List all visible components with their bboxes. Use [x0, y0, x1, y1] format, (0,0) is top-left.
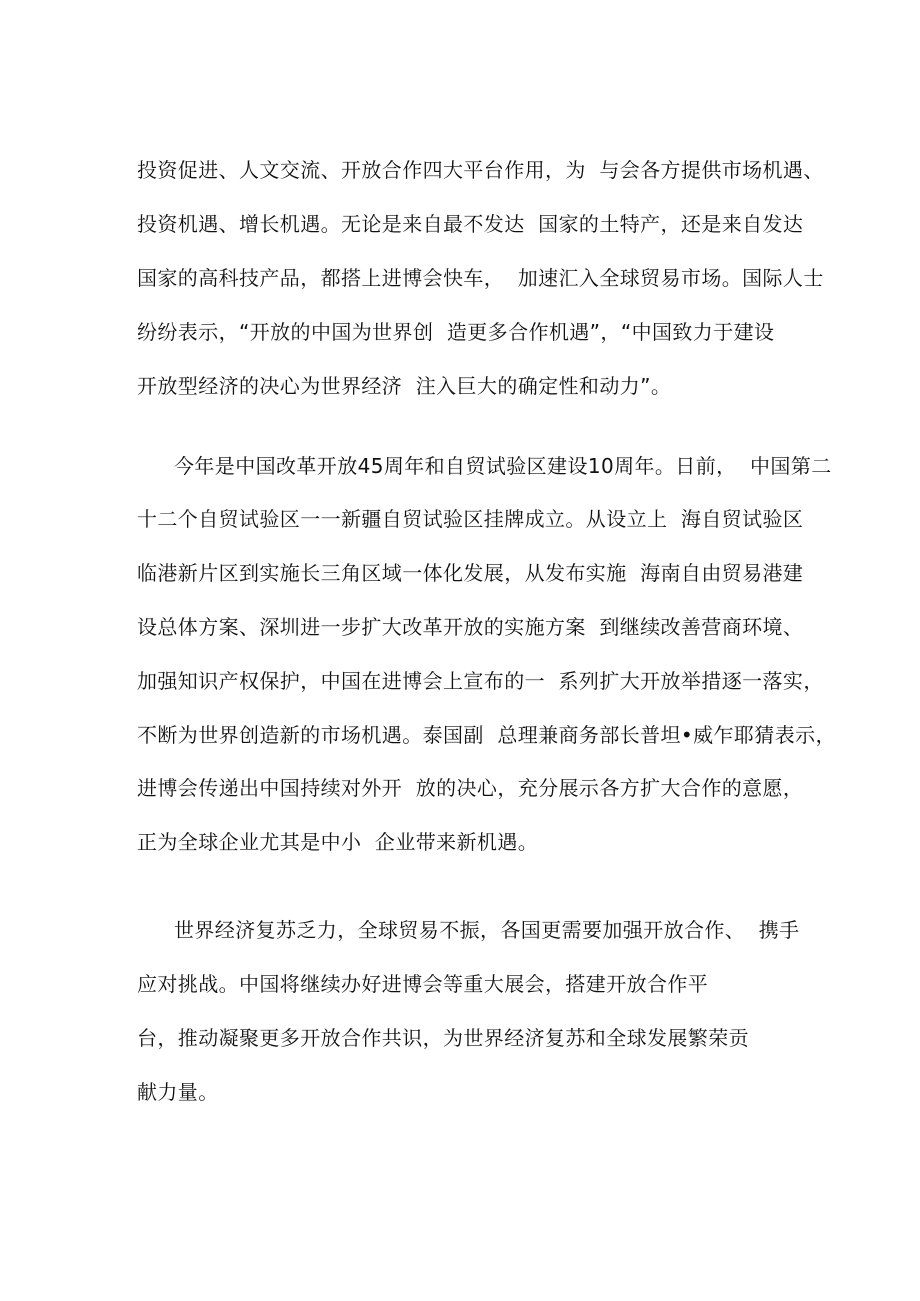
paragraph-line: 进博会传递出中国持续对外开 放的决心，充分展示各方扩大合作的意愿，	[137, 776, 804, 800]
paragraph-line: 世界经济复苏乏力，全球贸易不振，各国更需要加强开放合作、 携手	[174, 918, 800, 942]
paragraph-line: 国家的高科技产品，都搭上进博会快车， 加速汇入全球贸易市场。国际人士	[137, 266, 824, 290]
paragraph-line: 十二个自贸试验区一一新疆自贸试验区挂牌成立。从设立上 海自贸试验区	[137, 507, 804, 531]
paragraph-line: 临港新片区到实施长三角区域一体化发展，从发布实施 海南自由贸易港建	[137, 561, 804, 585]
paragraph-line: 献力量。	[137, 1080, 219, 1104]
paragraph-line: 应对挑战。中国将继续办好进博会等重大展会，搭建开放合作平	[137, 972, 709, 996]
paragraph-line: 投资机遇、增长机遇。无论是来自最不发达 国家的土特产，还是来自发达	[137, 212, 804, 236]
paragraph-line: 纷纷表示，“开放的中国为世界创 造更多合作机遇”，“中国致力于建设	[137, 320, 775, 344]
paragraph-line: 不断为世界创造新的市场机遇。泰国副 总理兼商务部长普坦•威乍耶猜表示，	[137, 723, 836, 747]
paragraph-line: 加强知识产权保护，中国在进博会上宣布的一 系列扩大开放举措逐一落实，	[137, 669, 824, 693]
paragraph-line: 台，推动凝聚更多开放合作共识，为世界经济复苏和全球发展繁荣贡	[137, 1026, 749, 1050]
paragraph-line: 开放型经济的决心为世界经济 注入巨大的确定性和动力”。	[137, 374, 672, 398]
paragraph-line: 设总体方案、深圳进一步扩大改革开放的实施方案 到继续改善营商环境、	[137, 615, 804, 639]
paragraph-line: 正为全球企业尤其是中小 企业带来新机遇。	[137, 830, 539, 854]
paragraph-line: 投资促进、人文交流、开放合作四大平台作用，为 与会各方提供市场机遇、	[137, 158, 824, 182]
paragraph-line: 今年是中国改革开放45周年和自贸试验区建设10周年。日前， 中国第二	[174, 454, 832, 478]
